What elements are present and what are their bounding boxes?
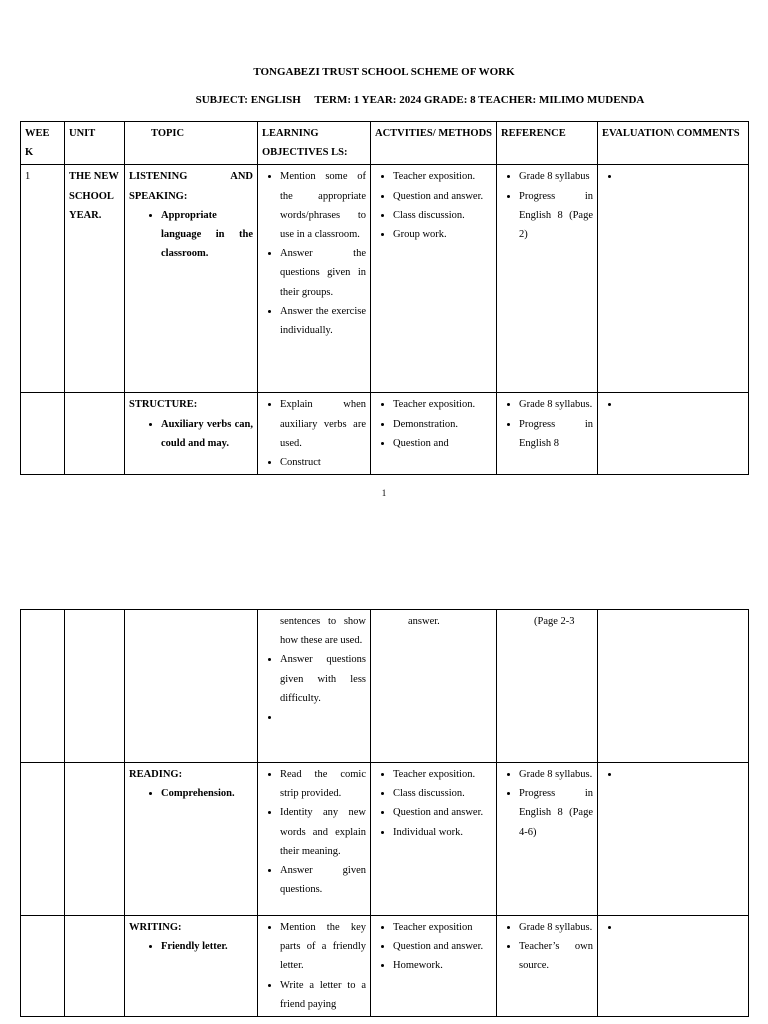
objective-item (280, 708, 366, 727)
objectives-cell (258, 916, 371, 1017)
reference-item: • Grade 8 syllabus. (519, 395, 593, 414)
activity-item: • Question and (393, 434, 492, 453)
objective-item: • Construct (280, 453, 366, 472)
reference-item: • Grade 8 syllabus. (519, 918, 593, 937)
col-evaluation-header: EVALUATION\ COMMENTS (598, 122, 749, 165)
topic-item: • Friendly letter. (161, 937, 253, 956)
topic-item: • Appropriate language in the classroom. (161, 206, 253, 264)
objectives-cell (258, 393, 371, 475)
evaluation-item (620, 395, 744, 414)
objectives-list (262, 765, 366, 899)
objectives-list (262, 167, 366, 340)
reference-item: • Progress in English 8 (Page 4-6) (519, 784, 593, 842)
objectives-cell (258, 610, 371, 763)
evaluation-cell (598, 610, 749, 763)
reference-cell (497, 763, 598, 916)
week-cell (21, 916, 65, 1017)
activities-list (375, 765, 492, 842)
evaluation-item (620, 167, 744, 186)
topic-list (129, 415, 253, 453)
col-topic-header (125, 122, 258, 165)
activities-list (375, 167, 492, 244)
evaluation-list (602, 167, 744, 186)
document-title: TONGABEZI TRUST SCHOOL SCHEME OF WORK (253, 66, 515, 78)
unit-cell (65, 763, 125, 916)
activities-cell (371, 763, 497, 916)
topic-heading: LISTENING AND SPEAKING: (129, 171, 253, 202)
topic-heading: READING: (129, 769, 183, 780)
topic-heading: STRUCTURE: (129, 399, 198, 411)
col-unit-header: UNIT (65, 122, 125, 165)
col-topic-label: TOPIC (151, 128, 185, 139)
topic-item: • Comprehension. (161, 784, 253, 803)
week-cell (21, 610, 65, 763)
col-week-header: WEE K (21, 122, 65, 165)
topic-item: • Auxiliary verbs can, could and may. (161, 415, 253, 453)
activity-item: • Group work. (393, 225, 492, 244)
unit-cell (65, 610, 125, 763)
activity-item: • Class discussion. (393, 784, 492, 803)
activities-cell (371, 165, 497, 393)
activity-item: • Class discussion. (393, 206, 492, 225)
evaluation-item (620, 765, 744, 784)
activity-item: • Question and answer. (393, 803, 492, 822)
reference-list (501, 167, 593, 244)
reference-item: • Grade 8 syllabus. (519, 765, 593, 784)
reference-cell (497, 165, 598, 393)
reference-continuation: (Page 2-3 (534, 616, 575, 627)
activity-item: • Teacher exposition (393, 918, 492, 937)
objectives-list (262, 650, 366, 727)
table-header-row (21, 122, 749, 165)
activity-item: • Question and answer. (393, 937, 492, 956)
subtitle-text: SUBJECT: ENGLISH TERM: 1 YEAR: 2024 GRADE: 8 TEACHER: MILIMO MUDENDA (195, 94, 645, 106)
activity-item: • Homework. (393, 956, 492, 975)
document-subtitle (0, 94, 768, 106)
scheme-table-page-1 (20, 121, 749, 475)
activities-cell (371, 393, 497, 475)
activity-item: • Teacher exposition. (393, 765, 492, 784)
reference-list (501, 918, 593, 976)
topic-list (129, 937, 253, 956)
col-activities-header: ACTVITIES/ METHODS (371, 122, 497, 165)
reference-cell (497, 916, 598, 1017)
table-row (21, 165, 749, 393)
activity-item: • Demonstration. (393, 415, 492, 434)
evaluation-list (602, 765, 744, 784)
objectives-cell (258, 763, 371, 916)
col-reference-header: REFERENCE (497, 122, 598, 165)
evaluation-cell (598, 393, 749, 475)
objective-item: • Explain when auxiliary verbs are used. (280, 395, 366, 453)
topic-heading: WRITING: (129, 922, 182, 933)
topic-cell (125, 610, 258, 763)
evaluation-cell (598, 763, 749, 916)
objective-item: • Mention some of the appropriate words/phrases to use in a classroom. (280, 167, 366, 244)
objective-item: • Answer the questions given in their groups. (280, 244, 366, 302)
objective-item: • Answer the exercise individually. (280, 302, 366, 340)
activity-continuation: answer. (408, 616, 440, 627)
table-row (21, 393, 749, 475)
evaluation-cell (598, 916, 749, 1017)
week-cell: 1 (21, 165, 65, 393)
topic-cell (125, 916, 258, 1017)
activities-cell (371, 610, 497, 763)
objective-item: • Mention the key parts of a friendly letter. (280, 918, 366, 976)
topic-cell (125, 165, 258, 393)
unit-cell (65, 393, 125, 475)
objectives-list (262, 395, 366, 472)
scheme-table-page-2 (20, 609, 749, 1017)
activity-item: • Teacher exposition. (393, 167, 492, 186)
objective-item: • Answer questions given with less difficulty. (280, 650, 366, 708)
week-cell (21, 763, 65, 916)
activities-list (375, 918, 492, 976)
objective-continuation: sentences to show how these are used. (280, 616, 366, 647)
objectives-cell (258, 165, 371, 393)
reference-item: • Progress in English 8 (519, 415, 593, 453)
page-number: 1 (381, 488, 387, 498)
unit-cell: THE NEW SCHOOL YEAR. (65, 165, 125, 393)
evaluation-list (602, 918, 744, 937)
topic-cell (125, 763, 258, 916)
table-row (21, 916, 749, 1017)
objective-item: • Write a letter to a friend paying (280, 976, 366, 1014)
objectives-list (262, 918, 366, 1014)
table-row (21, 763, 749, 916)
reference-cell (497, 393, 598, 475)
reference-item: • Teacher’s own source. (519, 937, 593, 975)
activity-item: • Individual work. (393, 823, 492, 842)
table-row (21, 610, 749, 763)
reference-list (501, 395, 593, 453)
topic-list (129, 784, 253, 803)
objective-item: • Answer given questions. (280, 861, 366, 899)
activities-list (375, 395, 492, 453)
reference-cell (497, 610, 598, 763)
evaluation-cell (598, 165, 749, 393)
objective-item: • Identity any new words and explain their meaning. (280, 803, 366, 861)
objective-item: • Read the comic strip provided. (280, 765, 366, 803)
topic-cell (125, 393, 258, 475)
col-objectives-header: LEARNING OBJECTIVES LS: (258, 122, 371, 165)
activity-item: • Question and answer. (393, 187, 492, 206)
week-cell (21, 393, 65, 475)
unit-cell (65, 916, 125, 1017)
activities-cell (371, 916, 497, 1017)
topic-list (129, 206, 253, 264)
evaluation-item (620, 918, 744, 937)
evaluation-list (602, 395, 744, 414)
reference-list (501, 765, 593, 842)
activity-item: • Teacher exposition. (393, 395, 492, 414)
reference-item: • Grade 8 syllabus (519, 167, 593, 186)
reference-item: • Progress in English 8 (Page 2) (519, 187, 593, 245)
